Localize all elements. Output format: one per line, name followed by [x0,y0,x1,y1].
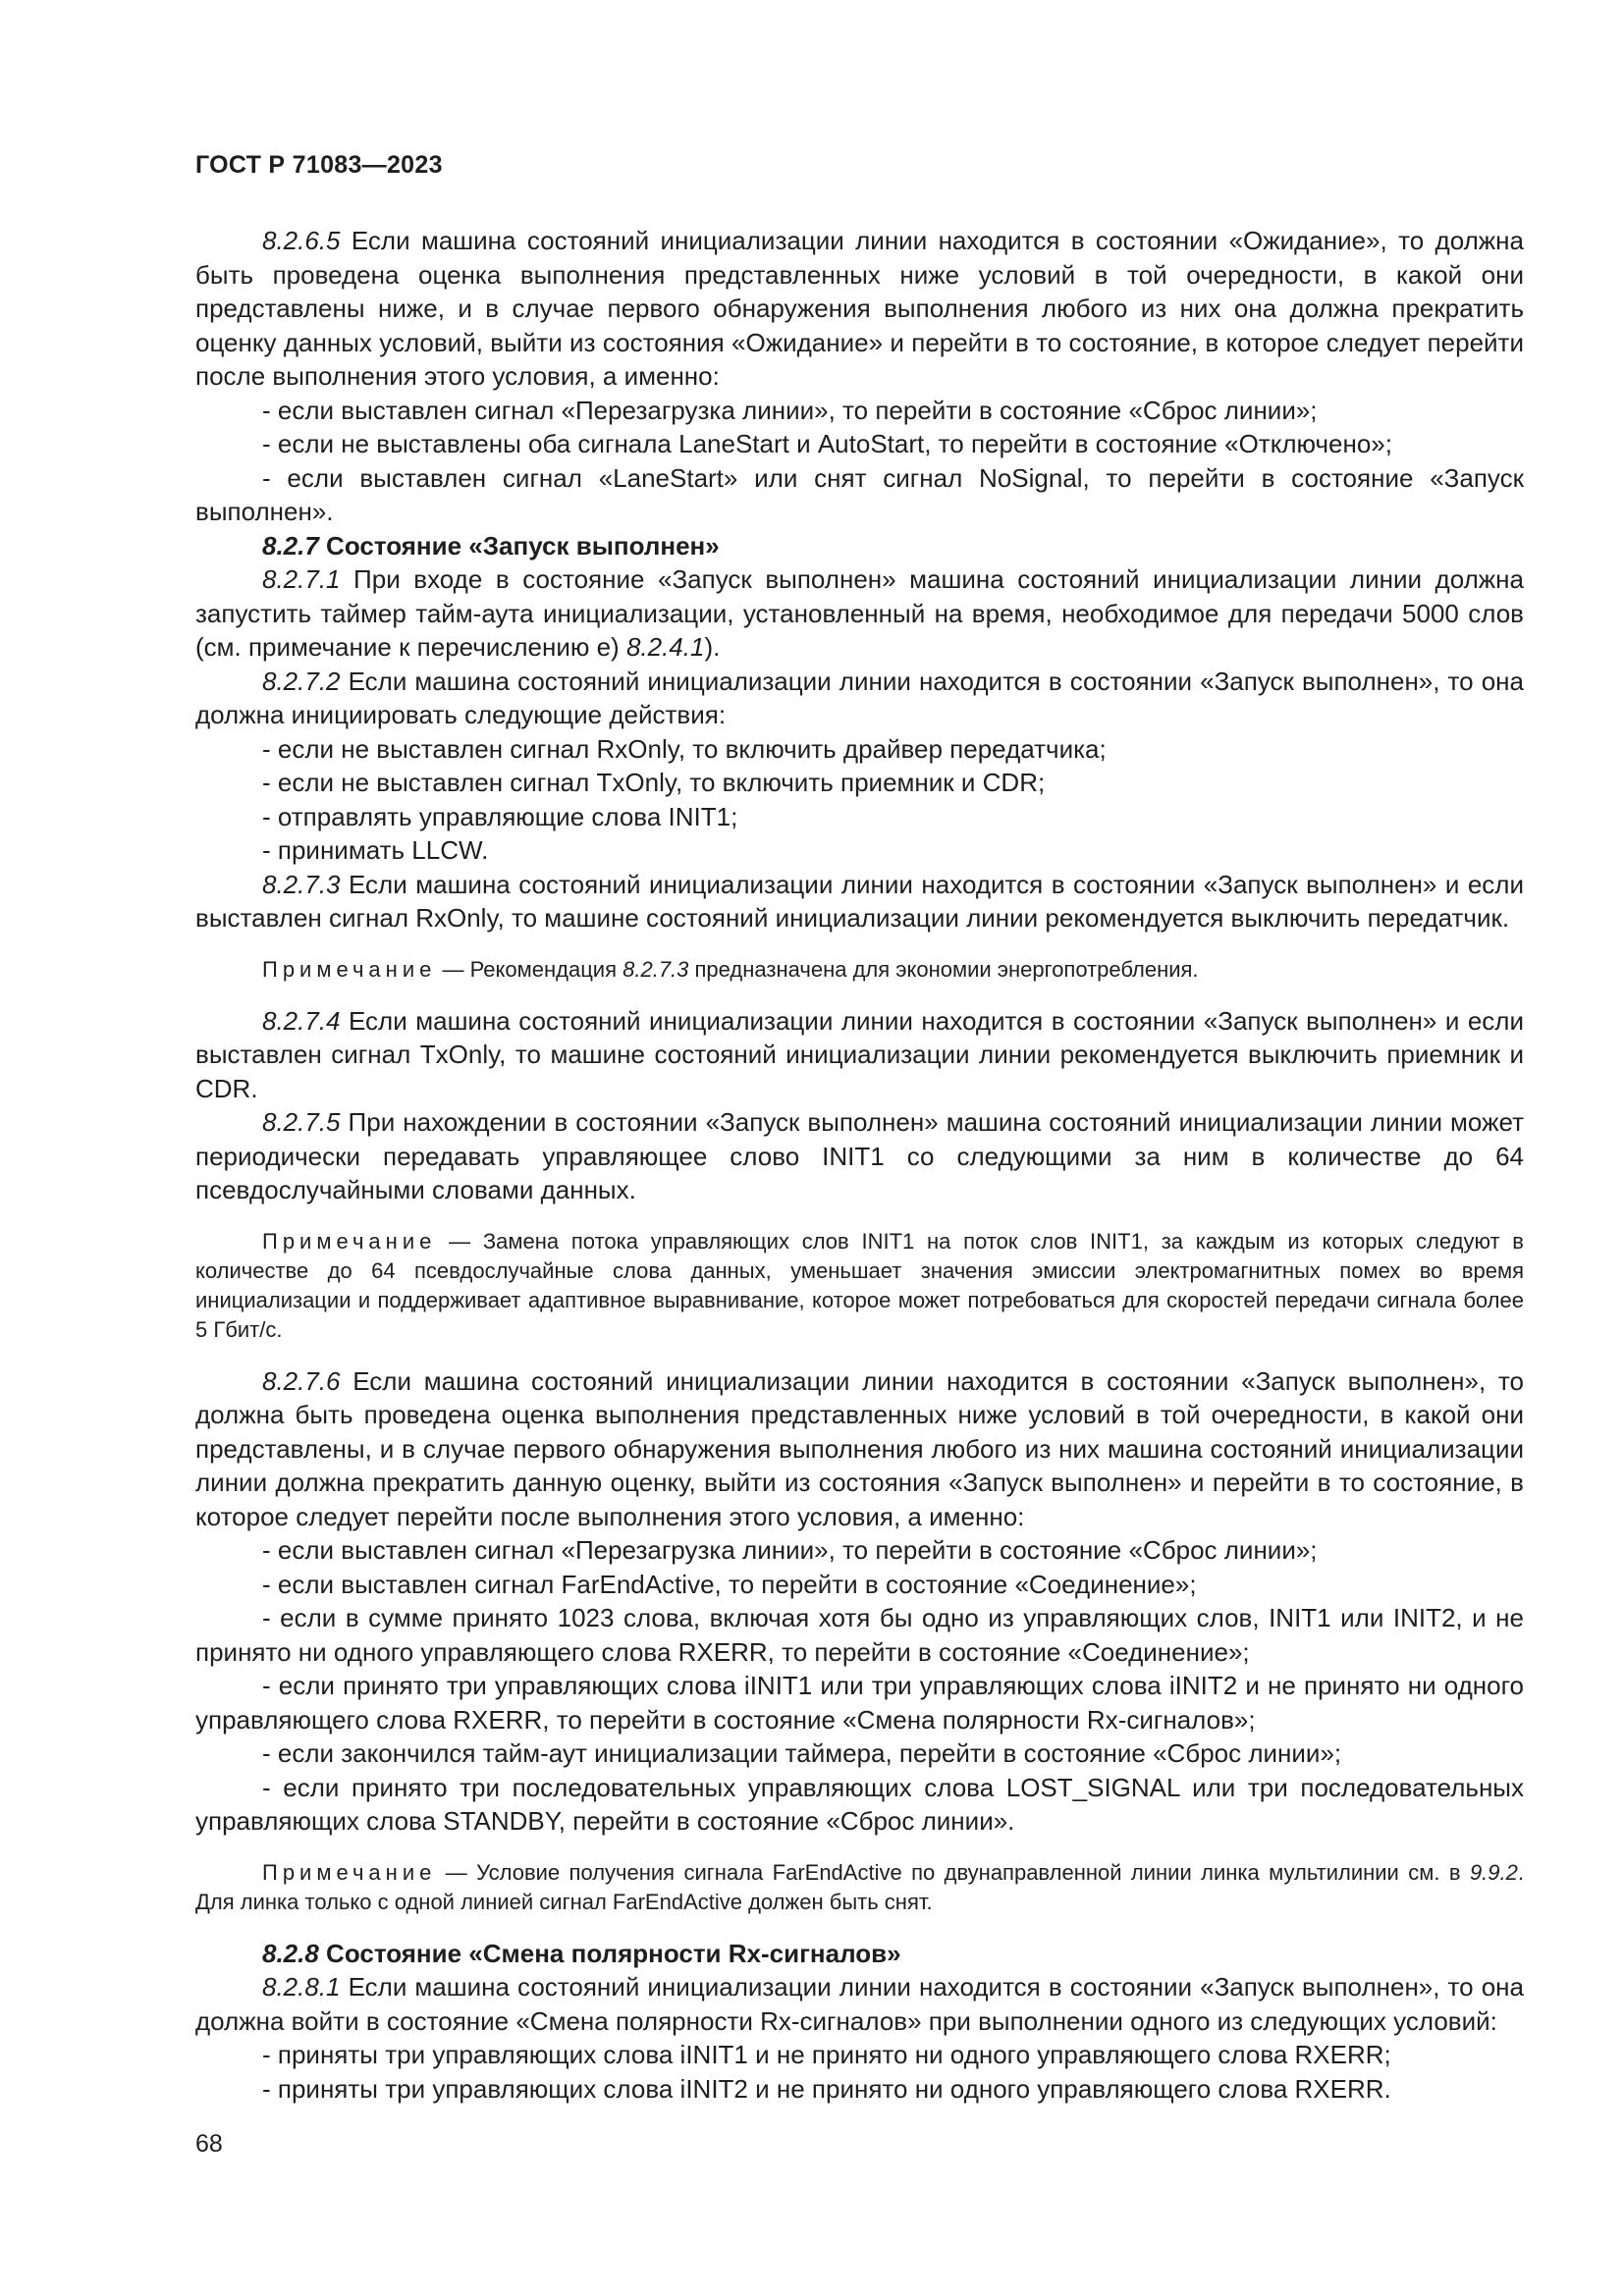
clause-8-2-7-5 [195,1105,1524,1207]
clause-number: 8.2.8.1 [262,1972,341,2002]
document-body [195,224,1524,2106]
clause-number: 8.2.7.6 [262,1365,341,1396]
list-item: - если выставлен сигнал «LaneStart» или снят сигнал NoSignal, то перейти в состояние «Запуск выполнен». [195,462,1524,526]
clause-8-2-6-5 [195,224,1524,394]
clause-text: Если машина состояний инициализации линии находится в состоянии «Запуск выполнен», то она должна инициировать следующие действия: [195,666,1524,729]
clause-8-2-8-1 [195,1970,1524,2038]
section-number: 8.2.8 [262,1938,319,1968]
list-item: - если выставлен сигнал «Перезагрузка линии», то перейти в состояние «Сброс линии»; [262,1535,1318,1565]
list-item: - если выставлен сигнал «Перезагрузка линии», то перейти в состояние «Сброс линии»; [262,395,1318,425]
clause-8-2-7-1 [195,562,1524,665]
page-number: 68 [195,2130,223,2158]
clause-text: При нахождении в состоянии «Запуск выполнен» машина состояний инициализации линии может периодически передавать управляющее слово INIT1 со следующими за ним в количестве до 64 псевдослучайными словами данных. [195,1107,1524,1204]
clause-number: 8.2.7.3 [262,869,341,899]
note-text: — Замена потока управляющих слов INIT1 на поток слов INIT1, за каждым из которых следуют в количестве до 64 псевдослучайные слова данных, уменьшает значения эмиссии электромагнитных помех во время инициализации и поддерживает адаптивное выравнивание, которое может потребоваться для скоростей передачи сигнала более 5 Гбит/с. [195,1228,1524,1342]
clause-text-end: ). [704,632,721,662]
clause-reference: 8.2.4.1 [625,632,705,662]
clause-number: 8.2.7.5 [262,1107,341,1137]
list-item: - если не выставлен сигнал RxOnly, то включить драйвер передатчика; [262,733,1107,764]
clause-8-2-7-3 [195,868,1524,935]
note-reference: 8.2.7.3 [623,956,689,982]
clause-8-2-7-4 [195,1004,1524,1106]
section-title: Состояние «Смена полярности Rx-сигналов» [318,1938,901,1968]
note-label: Примечание [262,956,437,982]
list-item: - отправлять управляющие слова INIT1; [262,801,738,831]
clause-number: 8.2.7.4 [262,1005,341,1036]
section-number: 8.2.7 [262,530,319,561]
list-item: - если не выставлены оба сигнала LaneStart и AutoStart, то перейти в состояние «Отключено»; [262,429,1392,458]
list-item: - приняты три управляющих слова iINIT1 и не принято ни одного управляющего слова RXERR; [262,2040,1391,2069]
note-text: — Условие получения сигнала FarEndActive по двунаправленной линии линка мультилинии см. в [436,1859,1470,1885]
clause-text: Если машина состояний инициализации линии находится в состоянии «Запуск выполнен» и если выставлен сигнал RxOnly, то машине состояний инициализации линии рекомендуется выключить передатчик. [195,869,1524,933]
clause-text: Если машина состояний инициализации линии находится в состоянии «Запуск выполнен» и если выставлен сигнал TxOnly, то машине состояний инициализации линии рекомендуется выключить приемник и CDR. [195,1005,1524,1103]
note-text-end: предназначена для экономии энергопотребления. [688,956,1199,982]
list-item: - если не выставлен сигнал TxOnly, то включить приемник и CDR; [262,768,1046,797]
note-1 [195,955,1524,985]
note-reference: 9.9.2 [1469,1859,1518,1885]
clause-text: Если машина состояний инициализации линии находится в состоянии «Запуск выполнен», то она должна войти в состояние «Смена полярности Rx-сигналов» при выполнении одного из следующих условий: [195,1972,1524,2036]
list-item: - приняты три управляющих слова iINIT2 и не принято ни одного управляющего слова RXERR. [262,2073,1391,2104]
list-item: - если выставлен сигнал FarEndActive, то перейти в состояние «Соединение»; [262,1569,1197,1599]
clause-text: При входе в состояние «Запуск выполнен» машина состояний инициализации линии должна запустить таймер тайм-аута инициализации, установленный на время, необходимое для передачи 5000 слов (см. примечание к перечислению е) [195,564,1524,662]
note-text-end: . Для линка только с одной линией сигнал FarEndActive должен быть снят. [195,1859,1524,1914]
clause-text: Если машина состояний инициализации линии находится в состоянии «Ожидание», то должна быть проведена оценка выполнения представленных ниже условий в той очередности, в какой они представлены ниже, и в случае первого обнаружения выполнения любого из них она должна прекратить оценку данных условий, выйти из состояния «Ожидание» и перейти в то состояние, в которое следует перейти после выполнения этого условия, а именно: [195,226,1524,391]
document-header: ГОСТ Р 71083—2023 [195,151,443,179]
list-item: - если в сумме принято 1023 слова, включая хотя бы одно из управляющих слов, INIT1 или INIT2, и не принято ни одного управляющего слова RXERR, то перейти в состояние «Соединение»; [195,1603,1524,1667]
note-label: Примечание [262,1859,437,1885]
clause-8-2-7-2 [195,665,1524,732]
clause-text: Если машина состояний инициализации линии находится в состоянии «Запуск выполнен», то должна быть проведена оценка выполнения представленных ниже условий в той очередности, в какой они представлены, и в случае первого обнаружения выполнения любого из них машина состояний инициализации линии должна прекратить данную оценку, выйти из состояния «Запуск выполнен» и перейти в то состояние, в которое следует перейти после выполнения этого условия, а именно: [195,1365,1524,1531]
note-2 [195,1227,1524,1345]
section-heading-8-2-8 [195,1937,1524,1971]
list-item: - если закончился тайм-аут инициализации таймера, перейти в состояние «Сброс линии»; [262,1738,1342,1768]
section-heading-8-2-7 [195,529,1524,563]
clause-8-2-7-6 [195,1364,1524,1534]
list-item: - если принято три управляющих слова iINIT1 или три управляющих слова iINIT2 и не принято ни одного управляющего слова RXERR, то перейти в состояние «Смена полярности Rx-сигналов»; [195,1671,1524,1735]
note-label: Примечание [262,1228,437,1254]
clause-number: 8.2.7.2 [262,666,341,696]
list-item: - принимать LLCW. [262,835,489,865]
list-item: - если принято три последовательных управляющих слова LOST_SIGNAL или три последовательных управляющих слова STANDBY, перейти в состояние «Сброс линии». [195,1772,1524,1836]
section-title: Состояние «Запуск выполнен» [318,530,720,561]
note-3 [195,1858,1524,1917]
note-text: — Рекомендация [436,956,623,982]
clause-number: 8.2.7.1 [262,564,341,594]
clause-number: 8.2.6.5 [262,226,341,255]
